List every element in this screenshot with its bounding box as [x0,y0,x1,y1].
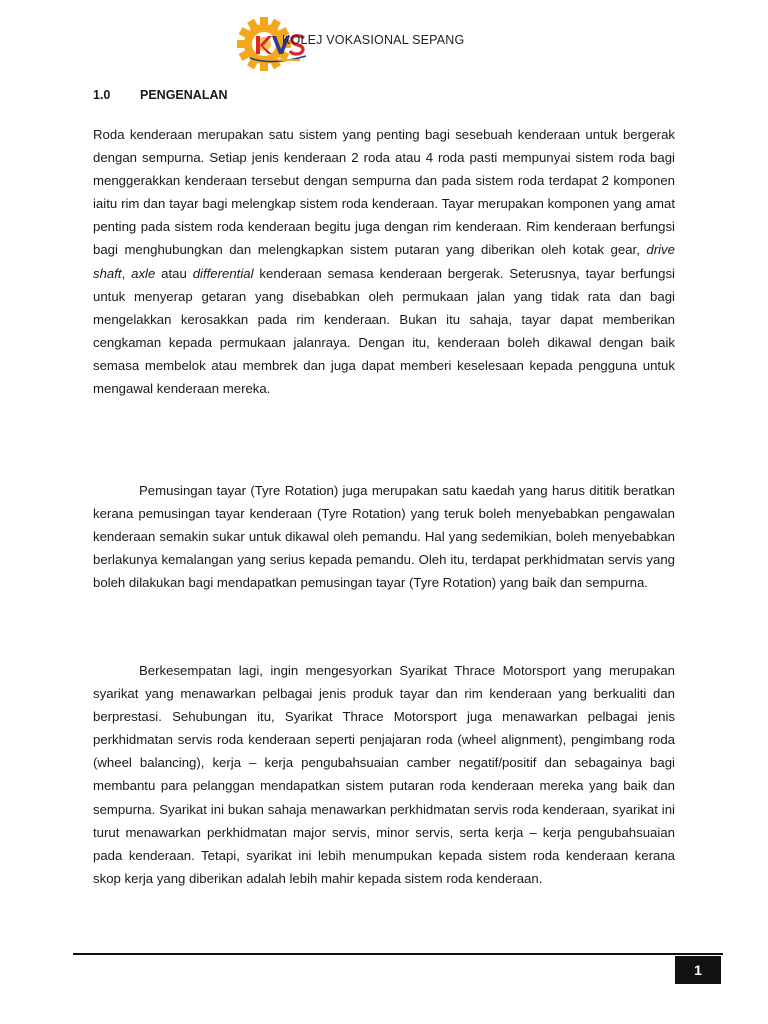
italic-term: differential [192,265,254,281]
paragraph-recommendation: Berkesempatan lagi, ingin mengesyorkan Syarikat Thrace Motorsport yang merupakan syarikat yang menawarkan pelbagai jenis produk tayar dan rim kenderaan yang berkualiti dan berprestasi. Sehubungan itu, Syarikat Thrace Motorsport juga menawarkan pelbagai jenis perkhidmatan servis roda kenderaan seperti penjajaran roda (wheel alignment), pengimbang roda (wheel balancing), kerja – kerja pengubahsuaian camber negatif/positif dan sebagainya bagi membantu para pelanggan mendapatkan sistem putaran roda kenderaan mereka yang baik dan sempurna. Syarikat ini bukan sahaja menawarkan perkhidmatan servis roda kenderaan, syarikat ini turut menawarkan perkhidmatan major servis, minor servis, serta kerja – kerja pengubahsuaian pada kenderaan. Tetapi, syarikat ini lebih menumpukan kepada sistem roda kenderaan kerana skop kerja yang diberikan adalah lebih mahir kepada sistem roda kenderaan. [93,663,675,886]
section-title: PENGENALAN [140,88,228,102]
footer-divider [73,953,723,955]
section-number: 1.0 [93,88,111,102]
document-header [236,16,465,72]
paragraph-text: Roda kenderaan merupakan satu sistem yang penting bagi sesebuah kenderaan untuk bergerak dengan sempurna. Setiap jenis kenderaan 2 roda atau 4 roda pasti mempunyai sistem roda bagi menggerakkan kenderaan tersebut dengan sempurna dan pada sistem roda terdapat 2 komponen iaitu rim dan tayar bagi melengkap sistem roda kenderaan. Tayar merupakan komponen yang amat penting pada sistem roda kenderaan begitu juga dengan rim kenderaan. Rim kenderaan berfungsi bagi menghubungkan dan melengkapkan sistem putaran yang diberikan oleh kotak gear, [93,127,675,258]
paragraph-tyre-rotation: Pemusingan tayar (Tyre Rotation) juga merupakan satu kaedah yang harus dititik beratkan kerana pemusingan tayar kenderaan (Tyre Rotation) yang teruk boleh menyebabkan pengawalan kenderaan semakin sukar untuk dikawal oleh pemandu. Hal yang sedemikian, boleh menyebabkan berlakunya kemalangan yang serius kepada pemandu. Oleh itu, terdapat perkhidmatan servis yang boleh dilakukan bagi mendapatkan pemusingan tayar (Tyre Rotation) yang baik dan sempurna. [93,483,675,591]
italic-term: drive shaft [93,242,675,281]
section-heading [93,88,228,102]
paragraph-text: kenderaan semasa kenderaan bergerak. Seterusnya, tayar berfungsi untuk menyerap getaran yang disebabkan oleh permukaan jalan yang tidak rata dan bagi mengelakkan kerosakkan pada rim kenderaan. Bukan itu sahaja, tayar dapat memberikan cengkaman kepada permukaan jalanraya. Dengan itu, kenderaan boleh dikawal dengan baik semasa membelok atau membrek dan juga dapat memberi keselesaan kepada pengguna untuk mengawal kenderaan mereka. [93,265,675,397]
italic-term: axle [131,265,156,281]
paragraph-introduction [93,123,675,400]
college-name: KOLEJ VOKASIONAL SEPANG [282,33,465,47]
paragraph-text: , [121,265,132,281]
paragraph-text: atau [155,265,193,281]
page-number: 1 [675,956,721,984]
